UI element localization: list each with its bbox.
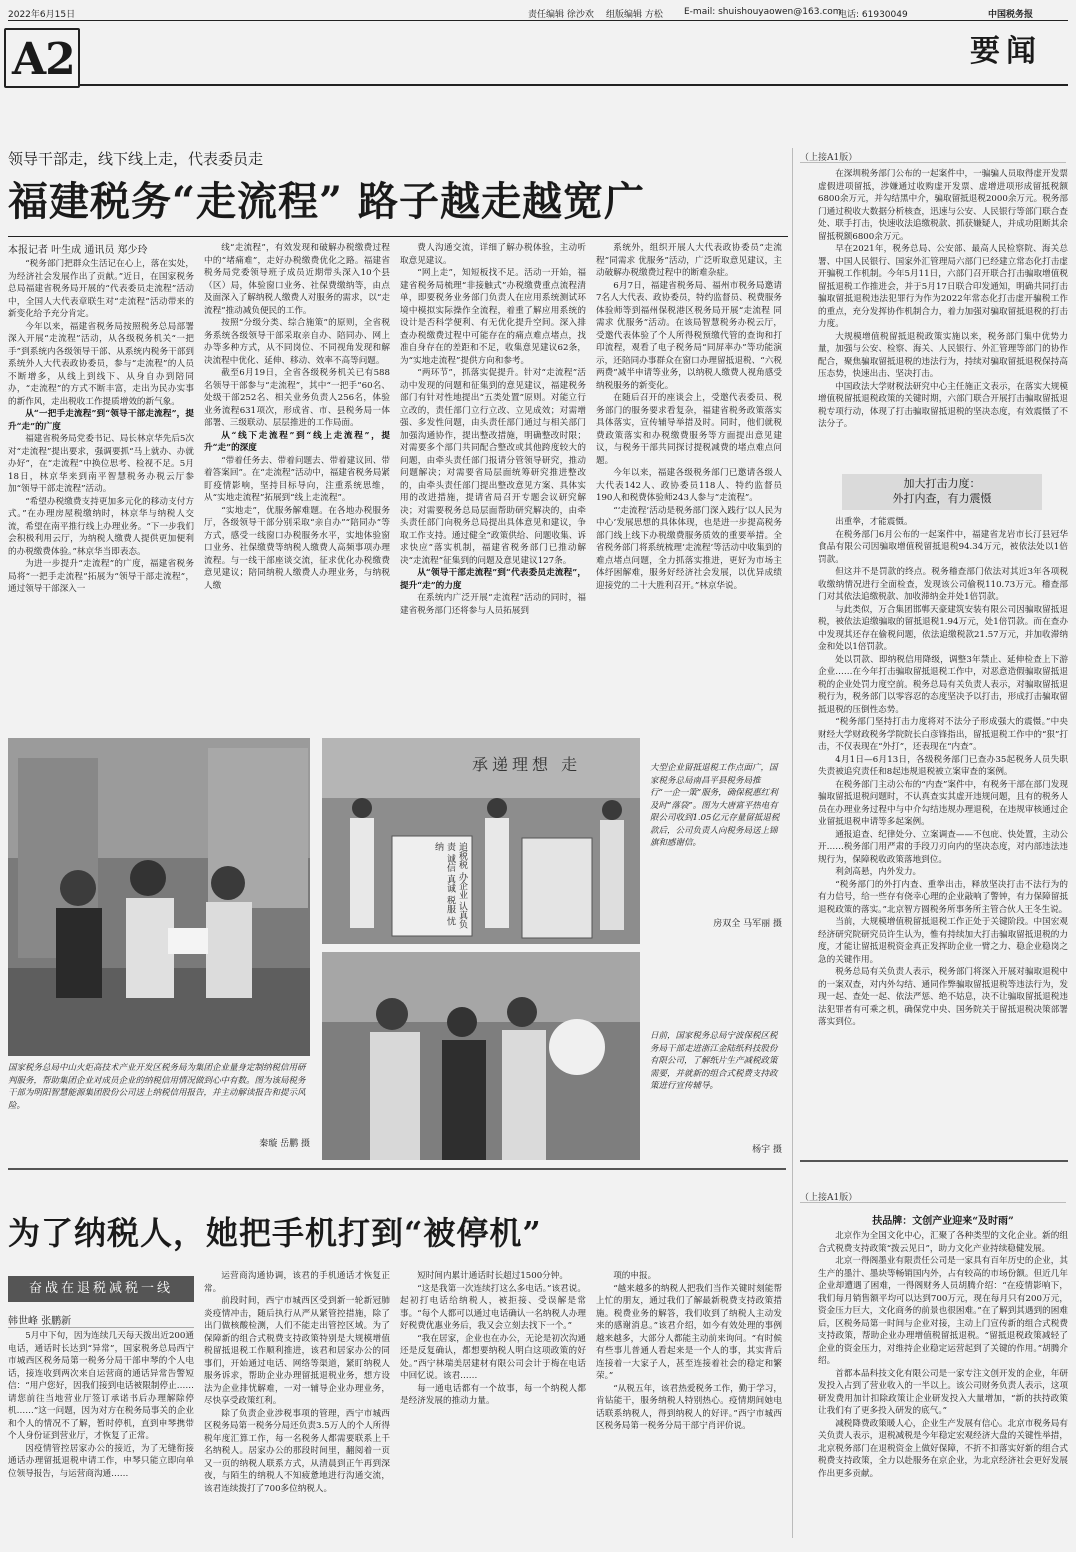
email-contact: E-mail: shuishouyaowen@163.com xyxy=(684,7,842,17)
paragraph: 通报追查、纪律处分、立案调查——不包庇、快处置，主动公开……税务部门用严肃的手段刀刃向内的坚决态度，对内部违法违规行为，保障税收政策落地到位。 xyxy=(818,829,1068,865)
paragraph: 费人沟通交流，详细了解办税体验，主动听取意见建议。 xyxy=(400,243,586,266)
layout-credit: 组版编辑 方松 xyxy=(606,10,663,20)
paragraph: 4月1日—6月13日，各级税务部门已查办35起税务人员失职失责被追究责任和8起违规退税被立案审查的案例。 xyxy=(818,754,1068,777)
paragraph: 每一通电话都有一个故事，每一个纳税人都是经济发展的推动力量。 xyxy=(400,1383,586,1406)
paragraph: 运营商沟通协调，该君的手机通话才恢复正常。 xyxy=(204,1271,390,1294)
paragraph: 在系统内广泛开展“走流程”活动的同时，福建省税务部门还将参与人员拓展到 xyxy=(400,593,586,616)
paragraph: 在深圳税务部门公布的一起案件中，一骗骗人员取得虚开发票虚假进项留抵，涉嫌通过收购虚开发票、虚增进项形成留抵税额6800余万元，并勾结黑中介，骗取留抵退税2000余万元。税务部门通过税收大数据分析核查，迅速与公安、人民银行等部门联合查处、联手打击，快速收法追缴税款、抓获嫌疑人，并成功阻断其余留抵税额6800余万元。 xyxy=(818,169,1068,242)
lead-rule xyxy=(8,236,788,237)
banner-text: 承递理想 走 xyxy=(472,755,582,774)
paragraph: “税务部门坚持打击力度将对不法分子形成强大的震慑。”中央财经大学财政税务学院院长白彦锋指出，留抵退税工作中的“狠”打击，不仅表现在“外打”，还表现在“内查”。 xyxy=(818,717,1068,752)
paragraph: 利剑高悬，内外发力。 xyxy=(835,867,922,877)
feature-top-rule xyxy=(8,1168,786,1170)
feature-column-3 xyxy=(400,1270,586,1542)
photo-caption-top: 大型企业留抵退税工作点面广，国家税务总局南昌平县税务局推行“一企一策”服务，确保税惠红利及时“落袋”。图为大唐富平热电有限公司收到1.05亿元存量留抵退税款后，公司负责人向税务局送上锦旗和感谢信。 xyxy=(650,763,780,848)
paragraph: 截至6月19日，全省各级税务机关已有588名领导干部参与“走流程”，其中“一把手”60名、处级干部252名、相关业务负责人256名，体验业务流程631项次，形成省、市、县税务局一体部署、三级联动、层层推进的工作局面。 xyxy=(204,368,390,428)
photo-credit-left: 秦璇 岳鹏 摄 xyxy=(259,1139,310,1149)
photo-tax-credit-consultation xyxy=(8,738,310,1056)
photo-caption-left: 国家税务总局中山火炬高技术产业开发区税务局为集团企业量身定制纳税信用研判服务，帮助集团企业对成员企业的纳税信用情况做到心中有数。图为该局税务干部为明阳智慧能源集团股份公司送上纳税信用报告，并主动解读报告和提示风险。 xyxy=(8,1063,306,1111)
paragraph: 按照“分级分类、综合施策”的原则，全省税务系统各级领导干部采取亲自办、陪同办、网上办等多种方式，从不同岗位、不同视角发现和解决流程中优化、延伸、移动、效率不高等问题。 xyxy=(204,318,390,366)
paragraph: 6月7日，福建省税务局、福州市税务局邀请7名人大代表、政协委员，特约监督员、税费服务体验师等到福州保税港区税务局开展“走流程 同需求 优服务”活动。在该局智慧税务办税云厅，受邀代表体验了个人所得税预缴代管的查询和打印流程，观看了电子税务局“同屏率办”等功能演示，还陪同办事群众在窗口办理留抵退税、“六税两费”减半申请等业务，以纳税人缴费人视角感受纳税服务的新变化。 xyxy=(596,280,782,391)
section-heading: 从“线下走流程”到“线上走流程”，提升“走”的深度 xyxy=(204,430,390,453)
feature-headline: 为了纳税人，她把手机打到“被停机” xyxy=(8,1214,542,1252)
paragraph: 因疫情管控居家办公的接近，为了无缝衔接通话办理留抵退税申请工作，申琴只能立即向单位领导报告，与运营商沟通…… xyxy=(8,1443,194,1479)
paragraph: 今年以来，福建省税务局按照税务总局部署深入开展“走流程”活动，从各级税务机关“一把手”到系统内各级领导干部、从系统内税务干部到系统外人大代表政协委员，参与“走流程”的人员不断增多，从线上到线下、从身自办到陪同办，“走流程”的方式不断丰富，走出为民办实事的新作风，走出税收工作提质增效的新气象。 xyxy=(8,321,194,407)
paragraph: “越来越多的纳税人把我们当作关键时刻能帮上忙的朋友，通过我们了解最新税费支持政策措施。税费业务的解答，我们收到了纳税人主动发来的感谢消息。”该君介绍，如今有效处理的事例越来越多，大部分人都能主动前来询问。“有时候有些事儿普通人看起来是一个人的事，其实背后连接着一大家子人，甚至连接着社会的稳定和繁荣。” xyxy=(596,1283,782,1381)
section-title: 要闻 xyxy=(970,34,1042,69)
paragraph: “两环节”，抓落实促提升。针对“走流程”活动中发现的问题和征集到的意见建议，福建税务部门有针对性地提出“五类处置”原则。对能立行立改的，责任部门立行立改、立见成效；对需增强、多发性问题，由头责任部门通过与相关部门加强沟通协作，提出整改措施，明确整改时限；对需要多个部门共同配合整改或其他跨度较大的问题，由牵头责任部门报请分管领导研究，推动问题解决；对需要省局层面统筹研究推进整改的，由牵头责任部门提出整改意见方案、具体实用的改进措施，提请省局召开专题会议研究解决；对需要税务总局层面帮助研究解决的，由牵头责任部门向税务总局提出具体意见和建议，争取工作支持。通过健全“政策供给、问题收集、诉求快应”落实机制，福建省税务部门已推动解决“走流程”征集到的问题及意见建议127条。 xyxy=(400,368,586,566)
paragraph: 线“走流程”，有效发现和破解办税缴费过程中的“堵痛难”，走好办税缴费优化之路。福建省税务局党委领导班子成员近期带头深入10个县（区）局，体验窗口业务、社保费缴纳等，由点及面深入了解纳税人缴费人对服务的需求，以“走流程”推动减负便民的工作。 xyxy=(204,243,390,316)
paper-name: 中国税务报 xyxy=(988,10,1034,20)
feature-column-2 xyxy=(204,1270,390,1542)
lead-column-3 xyxy=(400,242,586,720)
feature-column-badge: 奋战在退税减税一线 xyxy=(8,1276,194,1302)
header-rule xyxy=(8,20,1068,21)
header-thick-rule xyxy=(80,84,1068,86)
paragraph: 5月中下旬，因为连续几天每天拨出近200通电话，通话时长达到“异常”，国家税务总局西宁市城西区税务局第一税务分局干部申琴的个人电话，接连收到两次来自运营商的通话异常告警短信：“用户您好，因我们接到电话被限制停止……请您前往当地营业厅签订承诺书后办理解除停机……”这一问题，因为对方在税务局事关的企业和个人的情况不了解，暂时停机，直到申琴携带个人身份证到营业厅，才恢复了正常。 xyxy=(8,1331,194,1441)
paragraph: “税务部门把群众生活记在心上，落在实处，为经济社会发展作出了贡献。”近日，在国家税务总局福建省税务局开展的“代表委员走流程”活动中，全国人大代表章联生对“走流程”活动带来的新变化给予充分肯定。 xyxy=(8,259,194,319)
right-column-top-text xyxy=(818,168,1068,470)
feature-column-4 xyxy=(596,1270,782,1542)
paragraph: “税务部门的外打内查、重拳出击，释放坚决打击不法行为的有力信号，给一些存有侥幸心理的企业敲响了警钟，有力保障留抵退税政策的落实。”北京智方圆税务所事务所主管合伙人王冬生说。 xyxy=(818,879,1068,915)
paragraph: 今年以来，福建各级税务部门已邀请各级人大代表142人、政协委员118人、特约监督员190人和税费体验师243人参与“走流程”。 xyxy=(596,468,782,503)
paragraph: 短时间内累计通话时长超过1500分钟。 xyxy=(417,1271,568,1281)
lead-column-4 xyxy=(596,242,782,720)
paragraph: 首都本品科技文化有限公司是一家专注文创开发的企业，年研发投入占到了营业收入的一半以上。该公司财务负责人表示，这项研发费用加计扣除政策让企业研发投入大量增加，“新的扶持政策让我们有了更多投入研发的底气。” xyxy=(818,1368,1068,1416)
right-column-main-text xyxy=(818,516,1068,1150)
paragraph: 处以罚款、即纳税信用降级，调整3年禁止、延伸检查上下游企业……在今年打击骗取留抵退税工作中，对恶意造假骗取留抵退税的企业处罚力度空前。税务总局有关负责人表示，对骗取留抵退税行为，税务部门以零容忍的态度坚决予以打击，形成打击骗取留抵退税的压倒性态势。 xyxy=(818,654,1068,715)
paragraph: 除了负责企业涉税事项的管理，西宁市城西区税务局第一税务分局还负责3.5万人的个人所得税年度汇算工作，每一名税务人都需要联系上千名纳税人。居家办公的那段时间里，翻阅着一页又一页的纳税人联系方式，从清晨到正午再到深夜，与陌生的纳税人不知疲惫地进行沟通交流，该君连续拨打了700多位纳税人。 xyxy=(204,1408,390,1494)
subsection-subtitle: 外打内查，有力震慑 xyxy=(892,492,992,505)
paragraph: 中国政法大学财税法研究中心主任施正文表示，在落实大规模增值税留抵退税政策的关键时期，六部门联合开展打击骗取留抵退税专项行动，体现了打击骗取留抵退税的坚决态度，有效震慑了不法分子。 xyxy=(818,381,1068,429)
pennant-text: 追税税 办企业 认真负责 诚信 真诚 税服 忧纳 xyxy=(433,842,467,929)
paragraph: “希望办税缴费支持更加多元化的移动支付方式。”在办理房屋税缴纳时，林京华与纳税人交流，希望在南平推行线上办理业务。“下一步我们会积极利用云厅，为纳税人缴费人提供更加便利的办税缴费体验。”林京华当即表态。 xyxy=(8,496,194,557)
paragraph: “‘走流程’活动是税务部门深入践行‘以人民为中心’发展思想的具体体现，也是进一步提高税务部门线上线下办税缴费服务质效的重要举措。全省税务部门将系统梳理‘走流程’等活动中收集到的难点堵点问题，全力抓落实推进，更好为市场主体纾困解难，服务好经济社会发展，以优异成绩迎接党的二十大胜利召开。”林京华说。 xyxy=(596,505,782,591)
column-divider xyxy=(792,148,793,1538)
subsection-box xyxy=(842,474,1042,510)
paragraph: 北京一得阁墨业有限责任公司是一家具有百年历史的企业，其生产的墨汁、墨块等畅销国内外，占有较高的市场份额。但近几年企业却遭遇了困难，一得阁财务人员胡腾介绍：“在疫情影响下，我们每月销售额平均可以达到700万元，现在每月只有200万元，资金压力巨大，文化商务的前景也很困难。”在了解到其遇到的困难后，区税务局第一时间与企业对接，主动上门宣传新的组合式税费支持政策，帮助企业办理增值税留抵退税。“留抵退税政策减轻了企业的资金压力，对维持企业稳定运营起到了关键的作用。”胡腾介绍。 xyxy=(818,1256,1068,1366)
feature-column-1 xyxy=(8,1330,194,1542)
photo-paper-factory-visit xyxy=(322,952,640,1160)
lead-headline: 福建税务“走流程” 路子越走越宽广 xyxy=(8,178,645,225)
paragraph: 为进一步提升“走流程”的广度，福建省税务局将“一把手走流程”拓展为“领导干部走流程”，通过领导干部深入一 xyxy=(8,559,194,594)
lead-byline: 本报记者 叶生成 通讯员 郑少玲 xyxy=(8,245,148,256)
paragraph: 但这并不是罚款的终点。税务稽查部门依法对其近3年各项税收缴纳情况进行全面检查，发现该公司偷税110.73万元。稽查部门对其依法追缴税款、加收滞纳金并处1倍罚款。 xyxy=(818,567,1068,602)
paragraph: 福建省税务局党委书记、局长林京华先后5次对“走流程”提出要求，强调要抓“马上就办、办就办好”，在“走流程”中换位思考、检视不足。5月18日，林京华来到南平智慧税务办税云厅参加“领导干部走流程”活动。 xyxy=(8,434,194,494)
right-section-divider xyxy=(800,1160,1068,1162)
paragraph: 项的申报。 xyxy=(613,1271,657,1281)
section-heading: 从“领导干部走流程”到“代表委员走流程”，提升“走”的力度 xyxy=(400,568,586,591)
right-continuation-label: （上接A1版） xyxy=(800,150,1066,163)
photo-illustration xyxy=(322,952,640,1160)
subsection-title: 加大打击力度： xyxy=(903,477,981,490)
photo-caption-bottom: 日前，国家税务总局宁波保税区税务局干部走进浙江金陆纸科技股份有限公司，了解纸片生产减税政策需要，并就新的组合式税费支持政策进行宣传辅导。 xyxy=(650,1031,778,1091)
paragraph: 在税务部门主动公布的“内查”案件中，有税务干部在部门发现骗取留抵退税问题时，不认真查实其虚开违规问题，且有的税务人员在办理业务过程中与中介勾结违规办理退税，在违规审核通过企业留抵退税申请等多起案例。 xyxy=(818,779,1068,827)
top-info-bar xyxy=(8,4,1068,20)
photo-credit-bottom: 杨宇 摄 xyxy=(752,1145,782,1155)
right-bottom-title: 扶品牌：文创产业迎来“及时雨” xyxy=(872,1216,1014,1227)
photo-illustration xyxy=(8,738,310,1056)
paragraph: 在随后召开的座谈会上，受邀代表委员、税务部门的服务要求看复杂，福建省税务政策落实具体落实，宣传辅导举措及时。同时，他们就税费政策落实和办税缴费服务等方面提出意见建议，与税务干部共同探讨提税减费的堵点难点问题。 xyxy=(596,393,782,466)
lead-subheadline: 领导干部走，线下线上走，代表委员走 xyxy=(8,150,264,168)
paragraph: “这是我第一次连续打这么多电话。”该君说。起初打电话给纳税人，被拒接、受误解是常事。“每个人都可以通过电话确认一名纳税人办理好税费优惠业务后，我又会立刻去找下一个。” xyxy=(400,1283,586,1331)
page-number: A2 xyxy=(12,34,75,85)
paragraph: 大规模增值税留抵退税政策实施以来，税务部门集中优势力量，加强与公安、检察、海关、人民银行、外汇管理等部门的协作配合，聚焦骗取留抵退税的违法行为，持续对骗取留抵退税保持高压态势，快速出击、坚决打击。 xyxy=(818,331,1068,379)
paragraph: 系统外，组织开展人大代表政协委员“走流程”同需求 优服务”活动，广泛听取意见建议，主动破解办税缴费过程中的断难杂症。 xyxy=(596,243,782,278)
issue-date: 2022年6月15日 xyxy=(8,10,76,20)
paragraph: “我在居家，企业也在办公，无论是初次沟通还是反复确认，都想要纳税人明白这项政策的好处。”西宁林瑞美居建材有限公司会计于梅在电话中回忆说。该君…… xyxy=(400,1333,586,1381)
paragraph: 在税务部门6月公布的一起案件中，福建省龙岩市长汀县冠华食品有限公司因骗取增值税留抵退税94.34万元，被依法处以1倍罚款。 xyxy=(818,529,1068,565)
paragraph: 税务总局有关负责人表示，税务部门将深入开展对骗取退税中的一案双查，对内外勾结、通同作弊骗取留抵退税等违法行为，发现一起、查处一起、依法严惩、绝不姑息，决不让骗取留抵退税违法犯罪者有可乘之机，确保党中央、国务院关于留抵退税决策部署落实到位。 xyxy=(818,967,1068,1027)
paragraph: 北京作为全国文化中心，汇聚了各种类型的文化企业。新的组合式税费支持政策“拨云见日”，助力文化产业持续稳健发展。 xyxy=(818,1231,1068,1254)
feature-byline: 韩世峰 张鹏新 xyxy=(8,1312,194,1328)
paragraph: “实地走”，优服务解难题。在各地办税服务厅，各级领导干部分别采取“亲自办”“陪同办”等方式，感受一线窗口办税服务水平，实地体验窗口业务、社保缴费等纳税人缴费人高频事项办理流程。与一线干部座谈交流，征求优化办税缴费意见建议；陪同纳税人缴费人办理业务，与纳税人缴 xyxy=(204,505,390,591)
photo-credit-top: 房双全 马军丽 摄 xyxy=(713,919,782,929)
paragraph: 与此类似，万合集团邯郸天豪建筑安装有限公司因骗取留抵退税，被依法追缴骗取的留抵退税1.94万元，处1倍罚款。而在查办中发现其还存在偷税问题，依法追缴税款21.57万元，并加收滞纳金和处以1倍罚款。 xyxy=(818,604,1068,652)
lead-column-2 xyxy=(204,242,390,720)
paragraph: 当前，大规模增值税留抵退税工作正处于关键阶段。中国宏观经济研究院研究员许生认为，惟有持续加大打击骗取留抵退税的力度，才能让留抵退税资金真正发挥助企业一臂之力、稳企业稳岗之急的关键作用。 xyxy=(818,917,1068,965)
paragraph: “从税五年，该君热爱税务工作，勤于学习，肯钻能干，服务纳税人特别热心。疫情期间她电话联系纳税人，得到纳税人的好评。”西宁市城西区税务局第一税务分局干部宁肖评价说。 xyxy=(596,1383,782,1431)
paragraph: “网上走”，知短板找不足。活动一开始，福建省税务局梳理“非接触式”办税缴费重点流程清单，即要税务业务部门负责人在应用系统测试环境中模拟实际操作全流程，着重了解应用系统的设计是否科学便利、有无优化提升空间。深入排查办税缴费过程中可能存在的痛点难点堵点，找准自身存在的差距和不足，收集意见建议62条，为“实地走流程”提供方向和参考。 xyxy=(400,268,586,366)
right-bottom-continuation-label: （上接A1版） xyxy=(800,1190,1066,1203)
photo-pennant-presentation xyxy=(322,738,640,944)
paragraph: 前段时间，西宁市城西区受到新一轮新冠肺炎疫情冲击，随后执行从严从紧管控措施，除了出门做核酸检测，人们不能走出管控区域。为了保障新的组合式税费支持政策特别是大规模增值税留抵退税工作顺利推进，该君和居家办公的同事们，开始通过电话、网络等渠道，紧盯纳税人服务诉求，帮助企业办理留抵退税业务，想方设法为企业排忧解难，一对一辅导企业办理业务，尽快享受政策红利。 xyxy=(204,1296,390,1406)
phone-contact: 电话: 61930049 xyxy=(838,10,908,20)
paragraph: 早在2021年，税务总局、公安部、最高人民检察院、海关总署、中国人民银行、国家外汇管理局六部门已经建立常态化打击虚开骗税工作机制。今年5月11日，六部门召开联合打击骗取增值税留抵退税工作推进会，并于5月17日联合印发通知，明确共同打击骗取留抵退税违法犯罪行为作为2022年常态化打击虚开骗税工作的重点，充分发挥协作机制合力，着力加强对骗取留抵退税的打击力度。 xyxy=(818,244,1068,329)
section-heading: 从“一把手走流程”到“领导干部走流程”，提升“走”的广度 xyxy=(8,409,194,432)
paragraph: “带着任务去、带着问题去、带着建议回、带着答案回”。在“走流程”活动中，福建省税务局紧盯疫情影响，坚持目标导向，注重系统思维，从“实地走流程”拓展到“线上走流程”。 xyxy=(204,455,390,503)
editor-credit: 责任编辑 徐沙欢 xyxy=(528,10,594,20)
paragraph: 出重拳，才能震慑。 xyxy=(835,517,913,527)
paragraph: 减税降费政策暖人心，企业生产发展有信心。北京市税务局有关负责人表示，退税减税是今年稳定宏观经济大盘的关键性举措，北京税务部门在退税资金上做好保障，不折不扣落实好新的组合式税费支持政策，全力以赴服务在京企业，为北京经济社会更好发展作出更多贡献。 xyxy=(818,1418,1068,1479)
lead-column-1 xyxy=(8,258,194,720)
right-bottom-text xyxy=(818,1230,1068,1540)
